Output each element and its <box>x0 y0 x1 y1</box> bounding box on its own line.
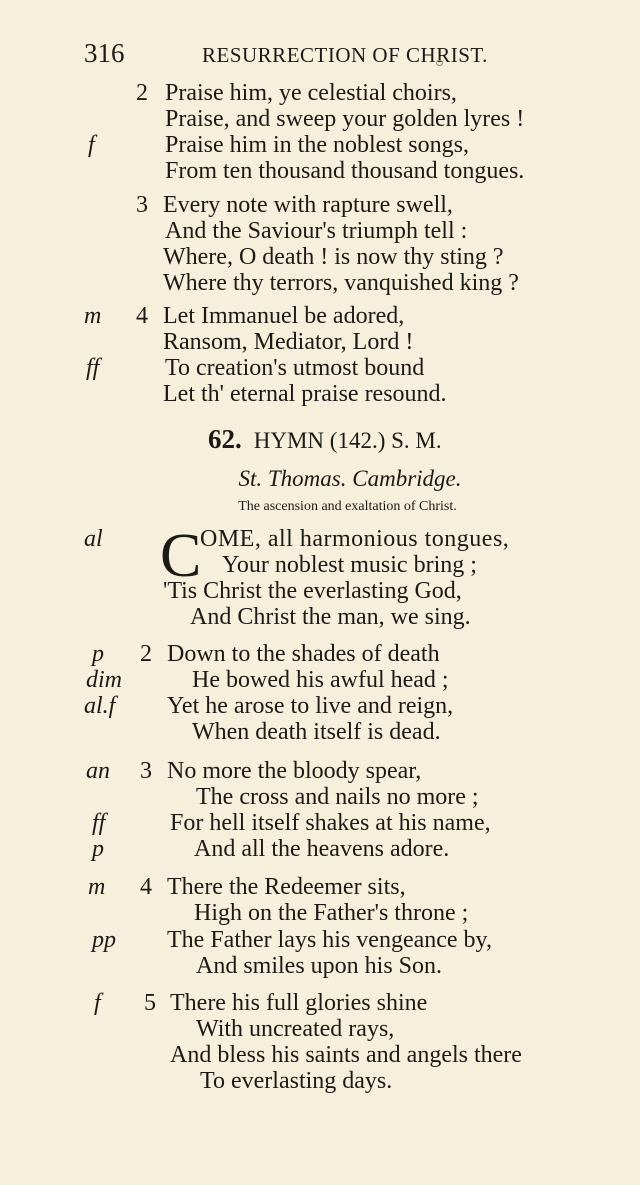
dynamic-mark: ff <box>86 355 100 381</box>
dynamic-mark: al <box>84 526 103 552</box>
hymn-number: 62. <box>208 424 242 454</box>
verse-line: He bowed his awful head ; <box>192 667 449 693</box>
dynamic-mark: ff <box>92 810 106 836</box>
verse-line: Let Immanuel be adored, <box>163 303 405 329</box>
page-header <box>84 36 534 70</box>
dynamic-mark: dim <box>86 667 122 693</box>
verse-line: Praise him, ye celestial choirs, <box>165 80 457 106</box>
page-number: 316 <box>84 38 125 68</box>
drop-cap: C <box>160 522 202 590</box>
stanza-number: 3 <box>140 758 152 784</box>
dynamic-mark: p <box>92 836 104 862</box>
verse-line: 'Tis Christ the everlasting God, <box>163 578 462 604</box>
dynamic-mark: f <box>94 990 101 1016</box>
dynamic-mark: m <box>84 303 102 329</box>
running-title: RESURRECTION OF CHRIST. <box>202 43 488 67</box>
verse-line: To creation's utmost bound <box>165 355 425 381</box>
verse-line: When death itself is dead. <box>192 719 441 745</box>
verse-line: There the Redeemer sits, <box>167 874 406 900</box>
verse-line: High on the Father's throne ; <box>194 900 469 926</box>
verse-line: And the Saviour's triumph tell : <box>165 218 468 244</box>
verse-line: For hell itself shakes at his name, <box>170 810 491 836</box>
verse-line: There his full glories shine <box>170 990 428 1016</box>
stanza-number: 3 <box>136 192 148 218</box>
dynamic-mark: an <box>86 758 110 784</box>
verse-line: Down to the shades of death <box>167 641 440 667</box>
verse-line: Where, O death ! is now thy sting ? <box>163 244 504 270</box>
verse-line: And Christ the man, we sing. <box>190 604 471 630</box>
verse-line: Praise, and sweep your golden lyres ! <box>165 106 525 132</box>
verse-line: To everlasting days. <box>200 1068 393 1094</box>
verse-line: Your noblest music bring ; <box>222 552 477 578</box>
verse-line: Yet he arose to live and reign, <box>167 693 454 719</box>
stanza-number: 2 <box>140 641 152 667</box>
verse-line: The cross and nails no more ; <box>196 784 479 810</box>
hymn-subject-text: The ascension and exaltation of Christ. <box>238 499 457 514</box>
dynamic-mark: pp <box>92 927 116 953</box>
verse-line: And all the heavens adore. <box>194 836 450 862</box>
stanza-number: 5 <box>144 990 156 1016</box>
dynamic-mark: p <box>92 641 104 667</box>
stanza-number: 2 <box>136 80 148 106</box>
verse-line: The Father lays his vengeance by, <box>167 927 492 953</box>
verse-line: And bless his saints and angels there <box>170 1042 522 1068</box>
verse-line: Where thy terrors, vanquished king ? <box>163 270 519 296</box>
verse-line: OME, all harmonious tongues, <box>200 526 510 552</box>
stanza-number: 4 <box>136 303 148 329</box>
verse-line: With uncreated rays, <box>196 1016 395 1042</box>
verse-line: From ten thousand thousand tongues. <box>165 158 525 184</box>
verse-line: Praise him in the noblest songs, <box>165 132 469 158</box>
ornament-dot <box>436 60 443 66</box>
verse-line: Every note with rapture swell, <box>163 192 453 218</box>
verse-line: Ransom, Mediator, Lord ! <box>163 329 414 355</box>
dynamic-mark: m <box>88 874 106 900</box>
verse-line: No more the bloody spear, <box>167 758 422 784</box>
hymn-heading <box>208 424 442 456</box>
stanza-number: 4 <box>140 874 152 900</box>
verse-line: And smiles upon his Son. <box>196 953 443 979</box>
hymn-subject <box>0 498 640 516</box>
dynamic-mark: al.f <box>84 693 116 719</box>
verse-line: Let th' eternal praise resound. <box>163 381 447 407</box>
tune-names <box>0 465 640 493</box>
tune-names-text: St. Thomas. Cambridge. <box>238 466 462 491</box>
dynamic-mark: f <box>88 132 95 158</box>
hymn-title: HYMN (142.) S. M. <box>253 428 442 453</box>
